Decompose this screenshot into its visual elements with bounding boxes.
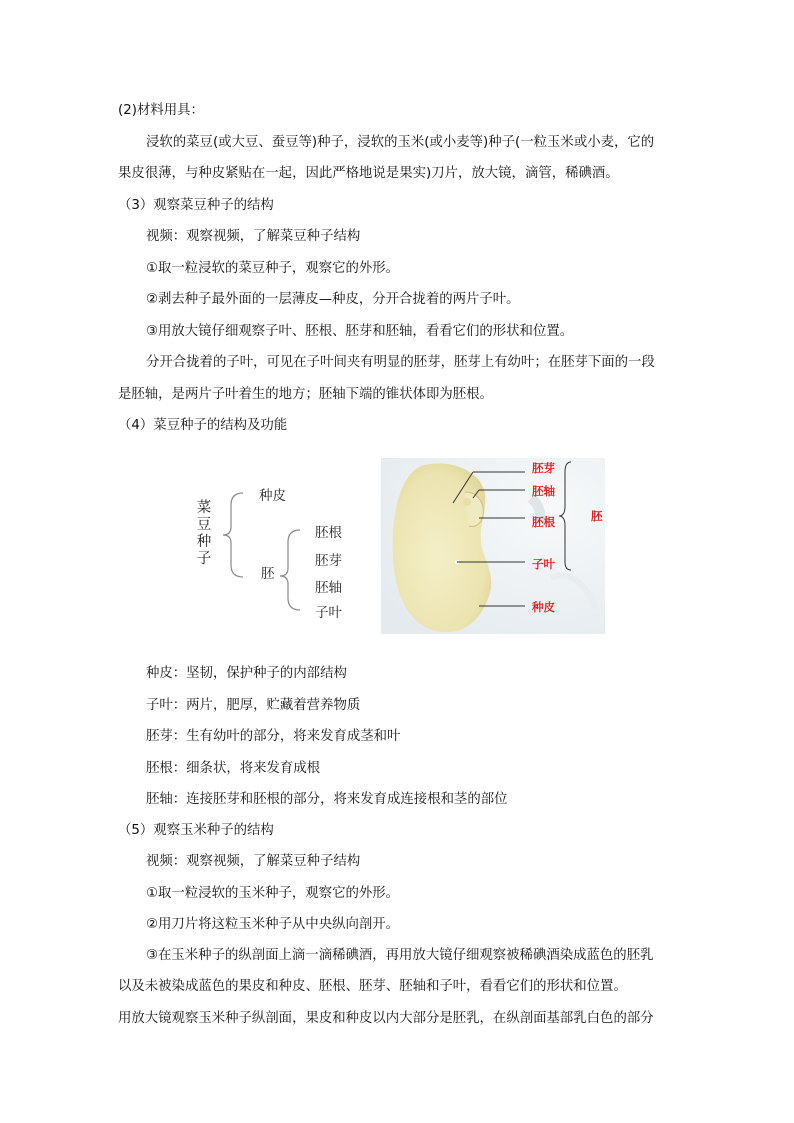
- tree-radicle: 胚根: [315, 525, 342, 541]
- seed-illustration: [381, 458, 605, 634]
- step-1-bean: ①取一粒浸软的菜豆种子，观察它的外形。: [146, 261, 400, 276]
- bean-observation-2: 是胚轴，是两片子叶着生的地方；胚轴下端的锥状体即为胚根。: [118, 387, 493, 402]
- tree-seed-coat: 种皮: [259, 488, 286, 504]
- seed-coat-function: 种皮：坚韧，保护种子的内部结构: [146, 666, 347, 681]
- tree-cotyledon: 子叶: [315, 605, 342, 621]
- label-cotyledon: 子叶: [532, 557, 555, 571]
- materials-text-1: 浸软的菜豆(或大豆、蚕豆等)种子，浸软的玉米(或小麦等)种子(一粒玉米或小麦，它的: [146, 135, 655, 150]
- bean-seed-structure-figure: [185, 455, 615, 640]
- materials-heading: (2)材料用具：: [118, 103, 204, 118]
- seed-photo: [381, 458, 605, 634]
- radicle-function: 胚根：细条状，将来发育成根: [146, 761, 321, 776]
- tree-root-char: 豆: [196, 517, 212, 533]
- bean-observation-1: 分开合拢着的子叶，可见在子叶间夹有明显的胚芽，胚芽上有幼叶；在胚芽下面的一段: [146, 355, 655, 370]
- label-embryo: 胚: [591, 509, 603, 523]
- video-note-bean: 视频：观察视频，了解菜豆种子结构: [146, 229, 361, 244]
- video-note-corn: 视频：观察视频，了解菜豆种子结构: [146, 854, 361, 869]
- step-2-bean: ②剥去种子最外面的一层薄皮—种皮，分开合拢着的两片子叶。: [146, 292, 520, 307]
- cotyledon-function: 子叶：两片，肥厚，贮藏着营养物质: [146, 698, 361, 713]
- tree-hypocotyl: 胚轴: [315, 580, 342, 596]
- section-3-heading: （3）观察菜豆种子的结构: [118, 198, 274, 213]
- materials-text-2: 果皮很薄，与种皮紧贴在一起，因此严格地说是果实)刀片，放大镜，滴管，稀碘酒。: [118, 166, 619, 181]
- label-plumule: 胚芽: [532, 461, 555, 475]
- tree-root-char: 菜: [196, 500, 212, 516]
- label-seed-coat: 种皮: [532, 600, 555, 614]
- hypocotyl-function: 胚轴：连接胚芽和胚根的部分，将来发育成连接根和茎的部位: [146, 792, 508, 807]
- step-3-corn-1: ③在玉米种子的纵剖面上滴一滴稀碘酒，再用放大镜仔细观察被稀碘酒染成蓝色的胚乳: [146, 948, 654, 963]
- step-3-corn-2: 以及未被染成蓝色的果皮和种皮、胚根、胚芽、胚轴和子叶，看看它们的形状和位置。: [118, 979, 627, 994]
- section-5-heading: （5）观察玉米种子的结构: [118, 823, 274, 838]
- tree-plumule: 胚芽: [315, 553, 342, 569]
- label-hypocotyl: 胚轴: [532, 484, 555, 498]
- step-3-bean: ③用放大镜仔细观察子叶、胚根、胚芽和胚轴，看看它们的形状和位置。: [146, 324, 574, 339]
- section-4-heading: （4）菜豆种子的结构及功能: [118, 418, 288, 433]
- tree-root-char: 种: [196, 534, 212, 550]
- step-1-corn: ①取一粒浸软的玉米种子，观察它的外形。: [146, 886, 400, 901]
- corn-observation: 用放大镜观察玉米种子纵剖面，果皮和种皮以内大部分是胚乳，在纵剖面基部乳白色的部分: [118, 1011, 654, 1026]
- label-radicle: 胚根: [532, 515, 555, 529]
- tree-embryo: 胚: [261, 566, 275, 582]
- plumule-function: 胚芽：生有幼叶的部分，将来发育成茎和叶: [146, 729, 401, 744]
- structure-tree: [185, 455, 365, 640]
- tree-root-char: 子: [196, 551, 212, 567]
- step-2-corn: ②用刀片将这粒玉米种子从中央纵向剖开。: [146, 917, 400, 932]
